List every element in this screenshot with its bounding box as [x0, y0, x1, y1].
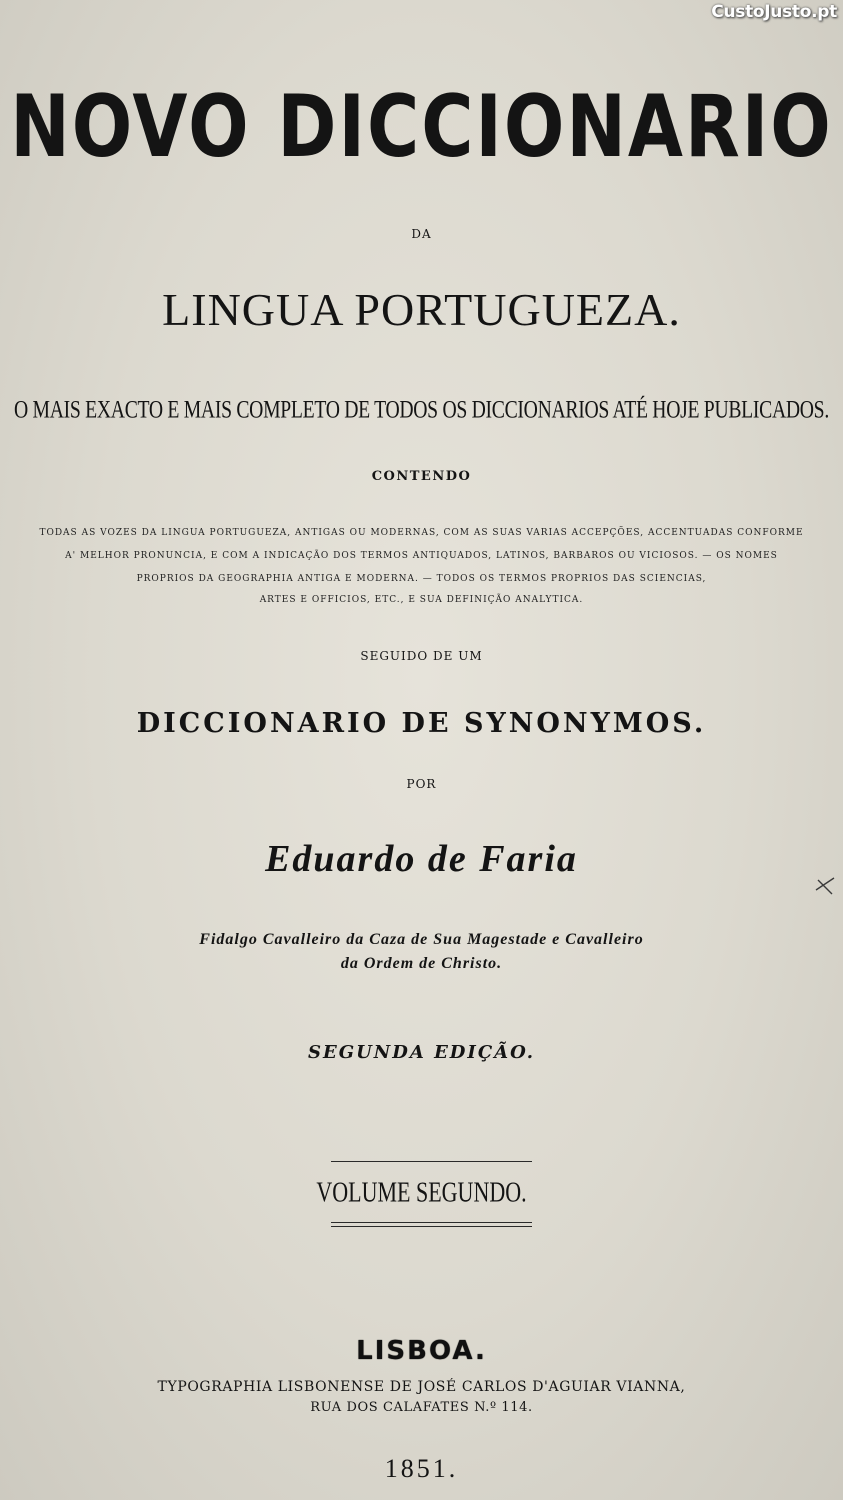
volume-rule-top: [331, 1161, 532, 1162]
imprint-address: RUA DOS CALAFATES N.º 114.: [310, 1400, 533, 1415]
book-subtitle: O MAIS EXACTO E MAIS COMPLETO DE TODOS OS DICCIONARIOS ATÉ HOJE PUBLICADOS.: [14, 395, 829, 424]
contents-heading: CONTENDO: [371, 469, 472, 484]
author-title-line: da Ordem de Christo.: [340, 955, 503, 972]
volume-label: VOLUME SEGUNDO.: [316, 1175, 527, 1208]
book-subject: LINGUA PORTUGUEZA.: [162, 284, 681, 335]
by-label: POR: [406, 777, 437, 791]
imprint-printer: TYPOGRAPHIA LISBONENSE DE JOSÉ CARLOS D'AGUIAR VIANNA,: [157, 1379, 686, 1395]
followed-by-label: SEGUIDO DE UM: [360, 649, 483, 663]
description-line: ARTES E OFFICIOS, ETC., E SUA DEFINIÇÃO ANALYTICA.: [259, 595, 584, 605]
volume-rule-bottom: [331, 1222, 532, 1223]
title-connector: DA: [411, 227, 432, 241]
description-line: TODAS AS VOZES DA LINGUA PORTUGUEZA, ANTIGAS OU MODERNAS, COM AS SUAS VARIAS ACCEPÇÕES, ACCENTUADAS CONFORME: [39, 528, 804, 538]
imprint-year: 1851.: [384, 1454, 459, 1483]
volume-rule-bottom-thin: [331, 1226, 532, 1227]
edition-label: SEGUNDA EDIÇÃO.: [307, 1042, 535, 1063]
author-name: Eduardo de Faria: [265, 838, 578, 880]
imprint-city: LISBOA.: [356, 1336, 487, 1366]
description-line: A' MELHOR PRONUNCIA, E COM A INDICAÇÃO DOS TERMOS ANTIQUADOS, LATINOS, BARBAROS OU VICIOSOS. — OS NOMES: [65, 551, 778, 561]
synonyms-title: DICCIONARIO DE SYNONYMOS.: [136, 708, 707, 739]
author-title-line: Fidalgo Cavalleiro da Caza de Sua Magestade e Cavalleiro: [199, 931, 644, 948]
book-title: NOVO DICCIONARIO: [10, 76, 833, 177]
pencil-mark-icon: [812, 872, 838, 898]
description-line: PROPRIOS DA GEOGRAPHIA ANTIGA E MODERNA. — TODOS OS TERMOS PROPRIOS DAS SCIENCIAS,: [136, 574, 707, 584]
site-watermark: CustoJusto.pt: [711, 2, 837, 22]
